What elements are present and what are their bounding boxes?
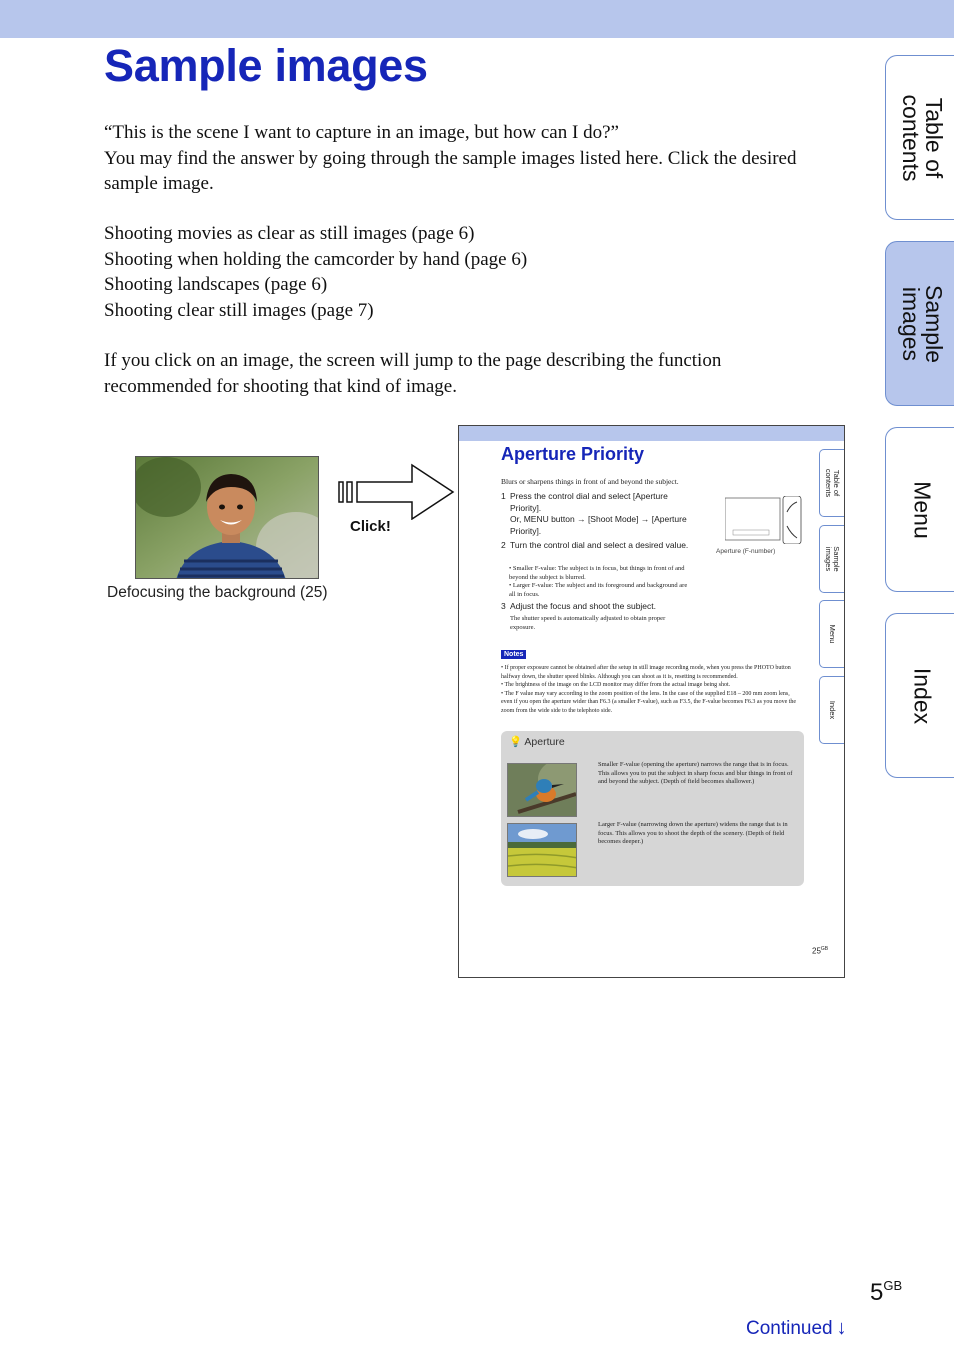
tab-sample-images[interactable] [885, 241, 954, 406]
tab-label: Sample images [898, 284, 947, 363]
down-arrow-icon: ↓ [836, 1317, 847, 1339]
tab-table-of-contents[interactable] [885, 55, 954, 220]
page-title: Sample images [104, 40, 428, 91]
photo-caption: Defocusing the background (25) [107, 584, 328, 601]
note-item: • If proper exposure cannot be obtained after the setup in still image recording mode, when you press the PHOTO button halfway down, the shutter speed blinks. Although you can shoot as it is, resetting is recommended. [501, 665, 791, 680]
right-arrow-icon [337, 462, 457, 520]
link-movies-clear[interactable]: Shooting movies as clear as still images (page 6) [104, 223, 475, 244]
lightbulb-icon: 💡 [509, 736, 523, 748]
intro-text [104, 120, 824, 197]
preview-title: Aperture Priority [501, 444, 645, 464]
preview-tab-menu: Menu [819, 600, 845, 668]
intro-line-2: You may find the answer by going through the sample images listed here. Click the desired sample image. [104, 147, 797, 194]
notes-badge: Notes [501, 650, 526, 659]
preview-page-aperture-priority[interactable] [458, 425, 845, 978]
preview-bullet-1: • Smaller F-value: The subject is in focus, but things in front of and beyond the subject is blurred. [509, 565, 685, 581]
link-clear-still-images[interactable]: Shooting clear still images (page 7) [104, 299, 374, 321]
tab-label: Menu [909, 480, 936, 539]
tab-menu[interactable] [885, 427, 954, 592]
note-item: • The F value may vary according to the zoom position of the lens. In the case of the supplied E18 – 200 mm zoom lens, even if you open the aperture wider than F6.3 (a smaller F-value), such as F3.5, the F-value becomes F6.3 as you move the zoom from the wide side to the telephoto side. [501, 690, 797, 714]
preview-step-3: 3 Adjust the focus and shoot the subject. [501, 601, 657, 611]
preview-step-1: 1 Press the control dial and select [Aperture Priority]. Or, MENU button → [Shoot Mode] → [Aperture Priority]. [501, 491, 687, 536]
continued-link[interactable]: Continued ↓ [746, 1317, 847, 1339]
sample-links-list [104, 221, 824, 323]
preview-tab-index: Index [819, 676, 845, 744]
tab-label: Table of contents [898, 94, 947, 181]
tab-index[interactable] [885, 613, 954, 778]
lcd-monitor-icon [725, 496, 803, 544]
preview-notes [501, 664, 801, 715]
preview-page-number: $25^{GB}$ [812, 946, 829, 956]
landscape-photo [507, 823, 577, 877]
tip-text-smaller-f: Smaller F-value (opening the aperture) narrows the range that is in focus. This allows you to put the subject in sharp focus and blur things in front of and beyond the subject. (Depth of field becomes shallower.) [598, 761, 793, 786]
preview-lead: Blurs or sharpens things in front of and beyond the subject. [501, 477, 679, 486]
sample-photo-boy[interactable] [135, 456, 319, 579]
link-landscapes[interactable]: Shooting landscapes (page 6) [104, 274, 328, 295]
header-band [0, 0, 954, 38]
click-label: Click! [350, 518, 391, 535]
preview-tab-table-of-contents: Table of contents [819, 449, 845, 517]
preview-tab-sample-images: Sample images [819, 525, 845, 593]
preview-step-2: 2 Turn the control dial and select a desired value. [501, 540, 689, 550]
lcd-caption: Aperture (F-number) [716, 548, 776, 555]
note-item: • The brightness of the image on the LCD monitor may differ from the actual image being shot. [501, 682, 731, 688]
page-number: $5^{GB}$ [870, 1278, 903, 1306]
preview-step-3-detail: The shutter speed is automatically adjusted to obtain proper exposure. [510, 615, 666, 631]
tip-text-larger-f: Larger F-value (narrowing down the aperture) widens the range that is in focus. This allows you to shoot the depth of the scenery. (Depth of field becomes deeper.) [598, 821, 788, 846]
tip-box-title: 💡 Aperture [509, 736, 565, 748]
outro-text: If you click on an image, the screen will jump to the page describing the function recommended for shooting that kind of image. [104, 350, 722, 397]
tab-label: Index [909, 667, 936, 724]
aperture-tip-box [501, 731, 804, 886]
preview-header-band [459, 426, 844, 441]
preview-bullet-2: • Larger F-value: The subject and its foreground and background are all in focus. [509, 582, 688, 598]
intro-line-1: “This is the scene I want to capture in an image, but how can I do?” [104, 122, 619, 143]
link-holding-by-hand[interactable]: Shooting when holding the camcorder by hand (page 6) [104, 248, 528, 270]
bird-photo [507, 763, 577, 817]
